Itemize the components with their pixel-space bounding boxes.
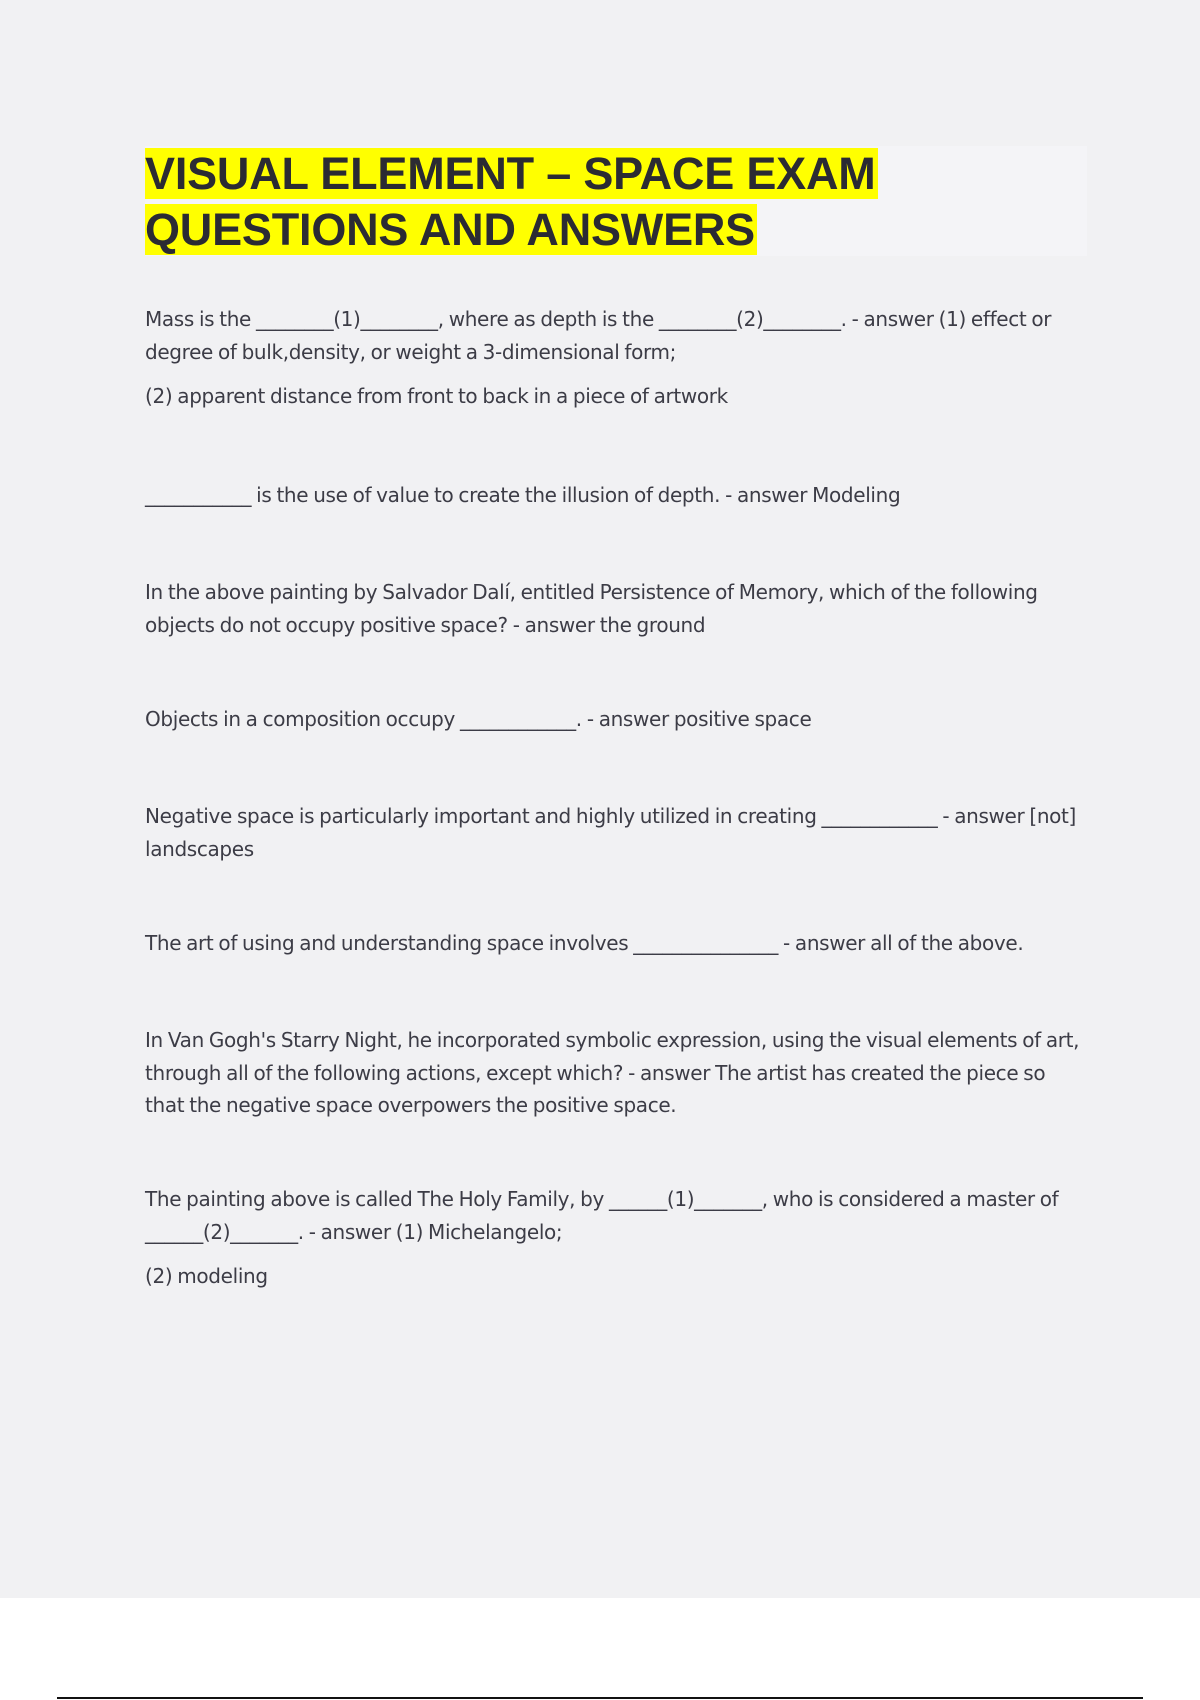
qa-item-3 (145, 576, 1085, 641)
qa-text: In Van Gogh's Starry Night, he incorporated symbolic expression, using the visual elements of art, through all of the following actions, except which? - answer The artist has created the piece so that the negative space overpowers the positive space. (145, 1028, 1085, 1117)
qa-text: Negative space is particularly important and highly utilized in creating ____________ - answer [not] landscapes (145, 804, 1082, 861)
qa-item-7 (145, 1024, 1085, 1122)
qa-item-1 (145, 303, 1085, 413)
qa-text: ___________ is the use of value to create the illusion of depth. - answer Modeling (145, 483, 901, 507)
qa-item-2 (145, 479, 1085, 512)
qa-extra: (2) apparent distance from front to back in a piece of artwork (145, 384, 728, 408)
qa-text: In the above painting by Salvador Dalí, entitled Persistence of Memory, which of the following objects do not occupy positive space? - answer the ground (145, 580, 1043, 637)
qa-text: Objects in a composition occupy ____________. - answer positive space (145, 707, 812, 731)
title-line-1: VISUAL ELEMENT – SPACE EXAM (145, 148, 876, 199)
footer-divider (57, 1697, 1143, 1699)
title-line-2: QUESTIONS AND ANSWERS (145, 204, 756, 255)
qa-extra: (2) modeling (145, 1264, 268, 1288)
qa-text: The art of using and understanding space involves _______________ - answer all of the above. (145, 931, 1024, 955)
qa-item-5 (145, 800, 1085, 865)
qa-item-6 (145, 927, 1085, 960)
qa-item-8 (145, 1183, 1085, 1293)
document-title (145, 146, 1087, 256)
qa-text: The painting above is called The Holy Family, by ______(1)_______, who is considered a master of ______(2)_______. - answer (1) Michelangelo; (145, 1187, 1064, 1244)
qa-item-4 (145, 703, 1085, 736)
qa-text: Mass is the ________(1)________, where as depth is the ________(2)________. - answer (1) effect or degree of bulk,density, or weight a 3-dimensional form; (145, 307, 1057, 364)
